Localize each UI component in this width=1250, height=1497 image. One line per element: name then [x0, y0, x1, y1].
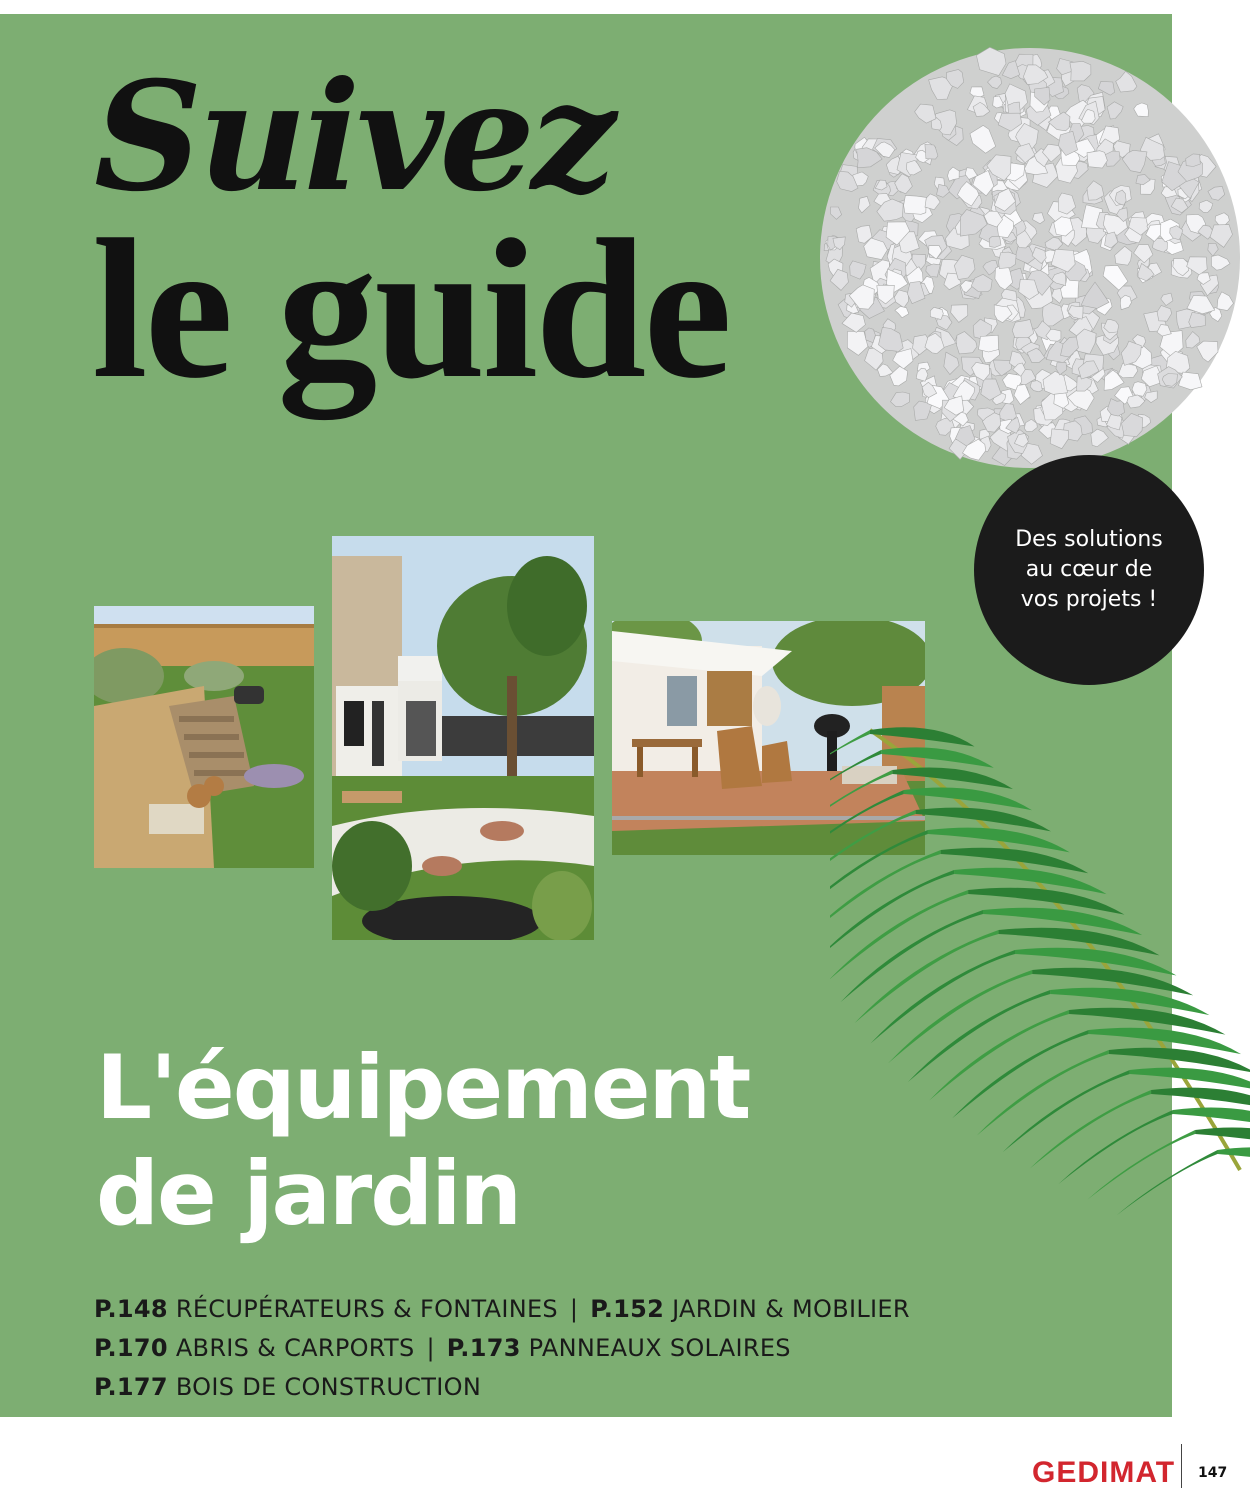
- toc-page-code: P.152: [590, 1295, 665, 1323]
- toc-separator: |: [569, 1295, 579, 1323]
- section-title-line: de jardin: [96, 1142, 521, 1245]
- photo-garden-stairs: [94, 606, 314, 868]
- toc-page-code: P.148: [94, 1295, 168, 1323]
- badge-line: Des solutions: [1015, 527, 1163, 552]
- toc-row: [94, 1290, 910, 1329]
- section-title: [96, 1035, 749, 1247]
- toc-label: PANNEAUX SOLAIRES: [528, 1334, 791, 1362]
- section-title-line: L'équipement: [96, 1036, 750, 1139]
- solutions-badge: [974, 455, 1204, 685]
- gedimat-logo: GEDIMAT: [1032, 1456, 1176, 1489]
- footer-divider: [1181, 1444, 1182, 1488]
- page-number: 147: [1198, 1465, 1228, 1481]
- toc-row: [94, 1329, 910, 1368]
- toc-separator: |: [426, 1334, 435, 1362]
- toc-label: JARDIN & MOBILIER: [672, 1295, 910, 1323]
- table-of-contents: [94, 1290, 910, 1407]
- toc-row: [94, 1368, 910, 1407]
- headline-le-guide: le guide: [92, 199, 730, 420]
- palm-leaf-image: [830, 700, 1250, 1260]
- badge-line: au cœur de: [1025, 557, 1153, 582]
- white-gravel-image: [800, 18, 1250, 518]
- toc-label: ABRIS & CARPORTS: [175, 1334, 415, 1362]
- toc-page-code: P.170: [94, 1334, 168, 1362]
- headline-suivez: Suivez: [94, 49, 613, 225]
- toc-label: BOIS DE CONSTRUCTION: [175, 1373, 482, 1401]
- badge-line: vos projets !: [1020, 587, 1158, 612]
- badge-text: [999, 525, 1179, 615]
- toc-label: RÉCUPÉRATEURS & FONTAINES: [175, 1295, 558, 1323]
- toc-page-code: P.177: [94, 1373, 168, 1401]
- photo-modern-house-garden: [332, 536, 594, 940]
- toc-page-code: P.173: [446, 1334, 521, 1362]
